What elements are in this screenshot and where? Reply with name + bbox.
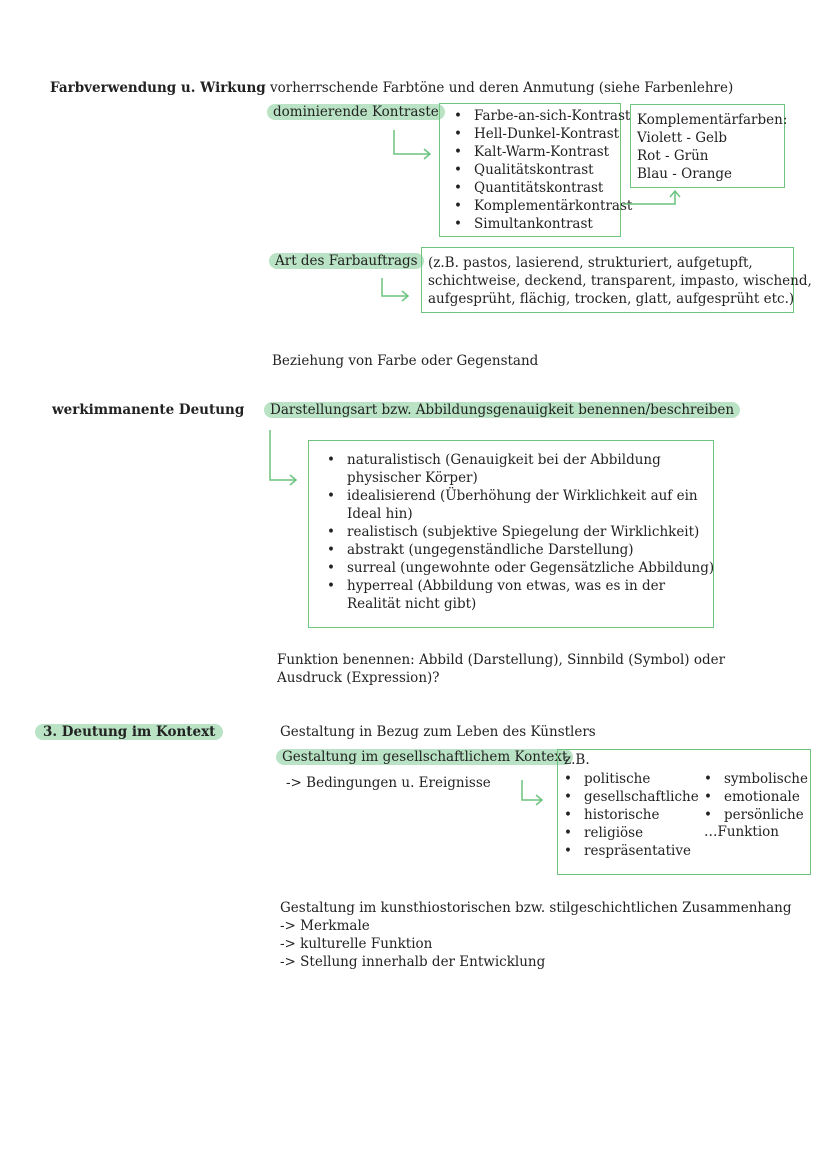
- list-item: • religiöse: [558, 824, 699, 842]
- beziehung-text: Beziehung von Farbe oder Gegenstand: [272, 353, 539, 369]
- list-item: • Qualitätskontrast: [448, 161, 620, 179]
- list-item: • symbolische: [698, 770, 808, 788]
- list-item: [321, 559, 713, 577]
- list-item: • respräsentative: [558, 842, 699, 860]
- komplementaer-title: Komplementärfarben:: [637, 112, 788, 128]
- list-item: • Farbe-an-sich-Kontrast: [448, 107, 620, 125]
- kunst-text: [280, 899, 792, 971]
- darstellung-list: [321, 451, 713, 613]
- komplementaer-pair: Rot - Grün: [637, 148, 709, 164]
- zb-label: z.B.: [564, 752, 590, 768]
- farbauftrag-line: schichtweise, deckend, transparent, impasto, wischend,: [428, 273, 812, 289]
- list-item: • gesellschaftliche: [558, 788, 699, 806]
- farbauftrag-box: [421, 247, 812, 313]
- kunst-line: Gestaltung im kunsthiostorischen bzw. stilgeschichtlichen Zusammenhang: [280, 900, 792, 916]
- gesell-box: [557, 749, 811, 875]
- list-item-line: Ideal hin): [347, 506, 413, 522]
- arrow-darstellung-icon: [266, 428, 306, 484]
- gesell-list-col1: [558, 770, 699, 860]
- list-item: • Komplementärkontrast: [448, 197, 620, 215]
- list-item: [321, 451, 713, 487]
- list-item-line: • naturalistisch (Genauigkeit bei der Abbildung: [347, 452, 661, 468]
- list-item-line: • idealisierend (Überhöhung der Wirklichkeit auf ein: [347, 488, 698, 504]
- funktion-tail: …Funktion: [704, 824, 780, 840]
- list-item: • Kalt-Warm-Kontrast: [448, 143, 620, 161]
- list-item: • politische: [558, 770, 699, 788]
- kunst-line: -> Merkmale: [280, 918, 370, 934]
- arrow-gesell-icon: [518, 778, 558, 808]
- list-item-line: • realistisch (subjektive Spiegelung der Wirklichkeit): [347, 524, 700, 540]
- list-item-line: • abstrakt (ungegenständliche Darstellung): [347, 542, 634, 558]
- komplementaer-pair: Violett - Gelb: [637, 130, 727, 146]
- werk-heading: werkimmanente Deutung: [52, 402, 245, 418]
- list-item: • persönliche: [698, 806, 808, 824]
- kunst-line: -> Stellung innerhalb der Entwicklung: [280, 954, 546, 970]
- komplementaer-box: [630, 104, 788, 188]
- list-item: [321, 577, 713, 613]
- gesell-label: Gestaltung im gesellschaftlichem Kontext: [276, 749, 573, 765]
- list-item-line: Realität nicht gibt): [347, 596, 477, 612]
- arrow-komplementaer-icon: [621, 188, 681, 208]
- kontraste-box: [439, 103, 633, 237]
- list-item-line: physischer Körper): [347, 470, 478, 486]
- gesell-list-col2: [698, 770, 808, 824]
- funktion-text: [277, 651, 725, 687]
- farbe-intro: vorherrschende Farbtöne und deren Anmutung (siehe Farbenlehre): [270, 80, 734, 96]
- kontext-heading: 3. Deutung im Kontext: [35, 724, 223, 740]
- list-item: [321, 487, 713, 523]
- farbauftrag-label: Art des Farbauftrags: [269, 253, 424, 269]
- farbe-heading: Farbverwendung u. Wirkung: [50, 80, 266, 96]
- list-item-line: • hyperreal (Abbildung von etwas, was es in der: [347, 578, 666, 594]
- list-item: [321, 523, 713, 541]
- list-item: • emotionale: [698, 788, 808, 806]
- kontraste-label: dominierende Kontraste: [267, 104, 445, 120]
- kunst-line: -> kulturelle Funktion: [280, 936, 433, 952]
- list-item: • Simultankontrast: [448, 215, 620, 233]
- funktion-line: Funktion benennen: Abbild (Darstellung), Sinnbild (Symbol) oder: [277, 652, 726, 668]
- arrow-farbauftrag-icon: [378, 276, 418, 306]
- list-item-line: • surreal (ungewohnte oder Gegensätzliche Abbildung): [347, 560, 715, 576]
- arrow-kontraste-icon: [390, 128, 440, 158]
- list-item: • Quantitätskontrast: [448, 179, 620, 197]
- farbauftrag-line: (z.B. pastos, lasierend, strukturiert, aufgetupft,: [428, 255, 753, 271]
- darstellung-label: Darstellungsart bzw. Abbildungsgenauigkeit benennen/beschreiben: [264, 402, 740, 418]
- list-item: [321, 541, 713, 559]
- list-item: • Hell-Dunkel-Kontrast: [448, 125, 620, 143]
- farbauftrag-line: aufgesprüht, flächig, trocken, glatt, aufgesprüht etc.): [428, 291, 795, 307]
- kontraste-list: [448, 107, 633, 233]
- darstellung-box: [308, 440, 714, 628]
- komplementaer-pair: Blau - Orange: [637, 166, 733, 182]
- bedingungen-text: -> Bedingungen u. Ereignisse: [286, 775, 491, 791]
- funktion-line: Ausdruck (Expression)?: [277, 670, 440, 686]
- list-item: • historische: [558, 806, 699, 824]
- leben-text: Gestaltung in Bezug zum Leben des Künstlers: [280, 724, 596, 740]
